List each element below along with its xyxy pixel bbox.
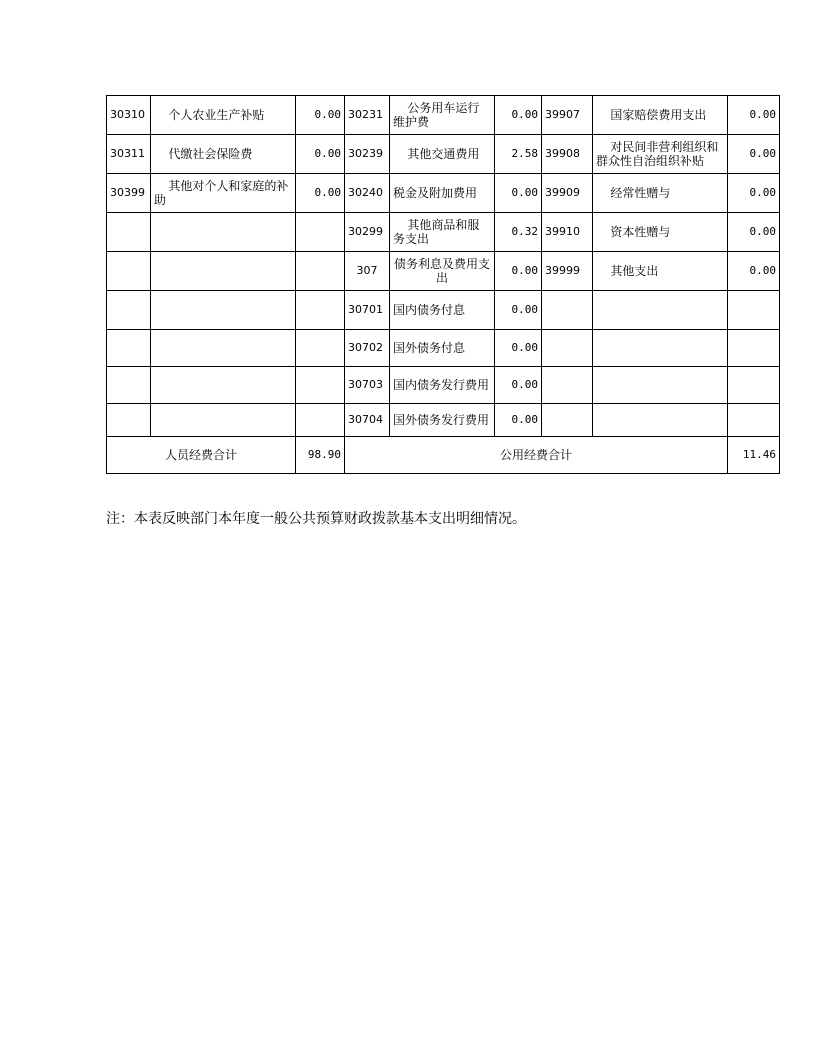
item-name: 国内债务付息: [390, 291, 495, 330]
item-amount: 0.00: [728, 213, 780, 252]
item-amount: [296, 367, 345, 404]
item-amount: [296, 213, 345, 252]
item-code: [107, 252, 151, 291]
item-amount: 0.00: [296, 174, 345, 213]
table-row: [107, 174, 780, 213]
item-name: [151, 330, 296, 367]
item-amount: [728, 367, 780, 404]
item-name: [151, 252, 296, 291]
item-name: 国外债务发行费用: [390, 404, 495, 437]
item-amount: 0.00: [495, 367, 542, 404]
table-row: [107, 96, 780, 135]
item-amount: 0.00: [495, 96, 542, 135]
item-name: 公务用车运行维护费: [390, 96, 495, 135]
item-code: 30231: [345, 96, 390, 135]
item-name: 债务利息及费用支出: [390, 252, 495, 291]
item-code: 30704: [345, 404, 390, 437]
item-code: [542, 330, 593, 367]
item-amount: [728, 404, 780, 437]
item-code: 39999: [542, 252, 593, 291]
item-name: 国家赔偿费用支出: [593, 96, 728, 135]
item-name: 国外债务付息: [390, 330, 495, 367]
item-code: 30311: [107, 135, 151, 174]
personnel-total-amount: 98.90: [296, 437, 345, 474]
item-name: 其他支出: [593, 252, 728, 291]
item-name: [151, 213, 296, 252]
item-code: 30702: [345, 330, 390, 367]
item-code: [542, 367, 593, 404]
item-code: 30310: [107, 96, 151, 135]
item-amount: 0.00: [495, 404, 542, 437]
item-code: [107, 367, 151, 404]
item-amount: [728, 330, 780, 367]
item-amount: [296, 330, 345, 367]
item-name: 个人农业生产补贴: [151, 96, 296, 135]
item-name: [151, 367, 296, 404]
item-code: 39909: [542, 174, 593, 213]
item-name: 税金及附加费用: [390, 174, 495, 213]
table-row: [107, 252, 780, 291]
item-code: 39908: [542, 135, 593, 174]
item-code: [107, 291, 151, 330]
item-name: [593, 404, 728, 437]
item-code: 30399: [107, 174, 151, 213]
item-name: [593, 367, 728, 404]
item-name: [151, 404, 296, 437]
item-code: [542, 404, 593, 437]
item-amount: 0.00: [495, 330, 542, 367]
personnel-total-label: 人员经费合计: [107, 437, 296, 474]
item-name: 代缴社会保险费: [151, 135, 296, 174]
item-code: [107, 213, 151, 252]
item-amount: 2.58: [495, 135, 542, 174]
item-amount: 0.00: [728, 96, 780, 135]
item-name: 经常性赠与: [593, 174, 728, 213]
item-amount: 0.00: [495, 174, 542, 213]
item-code: 30703: [345, 367, 390, 404]
table-footnote: 注：本表反映部门本年度一般公共预算财政拨款基本支出明细情况。: [106, 511, 526, 527]
item-amount: 0.00: [495, 291, 542, 330]
public-total-label: 公用经费合计: [345, 437, 728, 474]
totals-row: [107, 437, 780, 474]
item-code: 30240: [345, 174, 390, 213]
item-name: 对民间非营利组织和群众性自治组织补贴: [593, 135, 728, 174]
table-row: [107, 330, 780, 367]
item-amount: 0.00: [296, 96, 345, 135]
item-name: 其他对个人和家庭的补助: [151, 174, 296, 213]
table-row: [107, 213, 780, 252]
item-amount: 0.00: [296, 135, 345, 174]
item-code: 30299: [345, 213, 390, 252]
item-name: 国内债务发行费用: [390, 367, 495, 404]
item-code: 307: [345, 252, 390, 291]
item-amount: 0.00: [495, 252, 542, 291]
item-amount: [296, 291, 345, 330]
item-code: [107, 330, 151, 367]
item-code: 30239: [345, 135, 390, 174]
item-name: [593, 330, 728, 367]
item-code: 39910: [542, 213, 593, 252]
item-name: [593, 291, 728, 330]
item-code: [542, 291, 593, 330]
table-row: [107, 291, 780, 330]
table-row: [107, 404, 780, 437]
item-code: 30701: [345, 291, 390, 330]
item-amount: 0.32: [495, 213, 542, 252]
item-amount: 0.00: [728, 174, 780, 213]
item-name: [151, 291, 296, 330]
expenditure-detail-table: [106, 95, 780, 474]
item-amount: [296, 252, 345, 291]
table-row: [107, 367, 780, 404]
item-code: 39907: [542, 96, 593, 135]
item-name: 资本性赠与: [593, 213, 728, 252]
item-name: 其他交通费用: [390, 135, 495, 174]
item-amount: [728, 291, 780, 330]
item-amount: [296, 404, 345, 437]
table-row: [107, 135, 780, 174]
item-name: 其他商品和服务支出: [390, 213, 495, 252]
public-total-amount: 11.46: [728, 437, 780, 474]
item-amount: 0.00: [728, 252, 780, 291]
item-amount: 0.00: [728, 135, 780, 174]
item-code: [107, 404, 151, 437]
